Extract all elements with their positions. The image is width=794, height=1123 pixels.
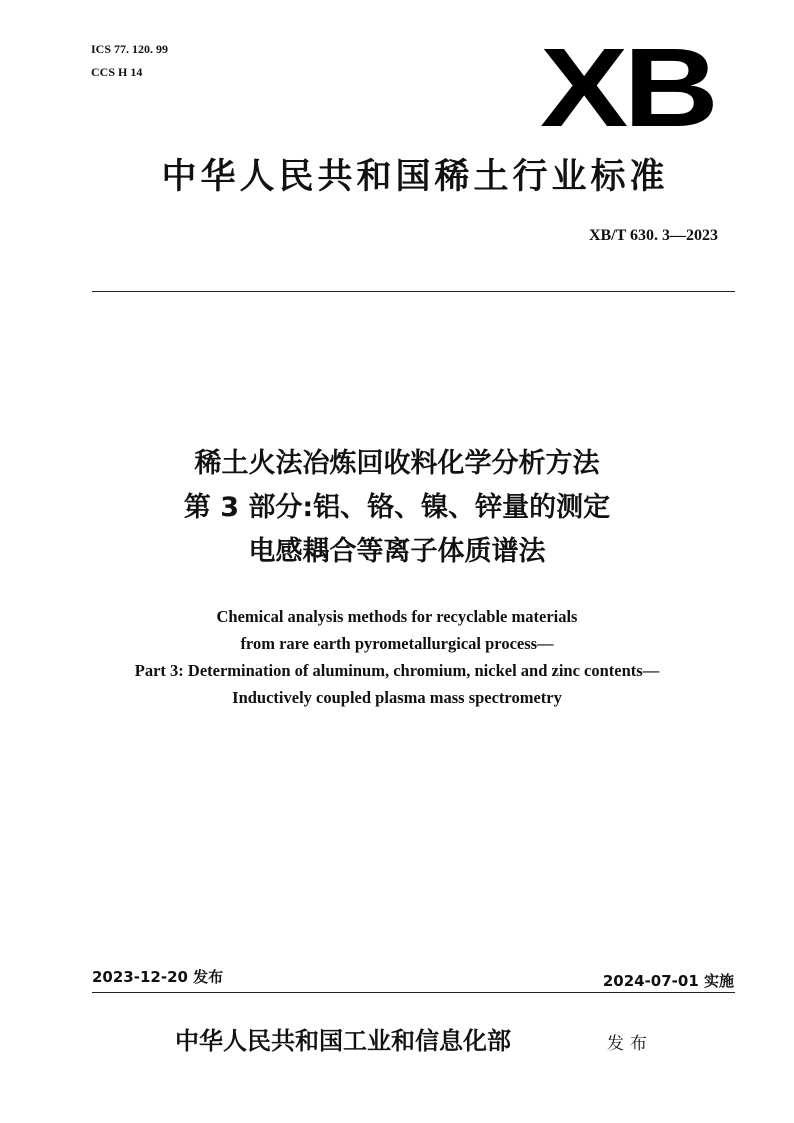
chinese-title-line-3: 电感耦合等离子体质谱法 bbox=[248, 536, 546, 567]
ics-code: ICS 77. 120. 99 bbox=[91, 42, 169, 56]
issue-label: 发布 bbox=[607, 1034, 653, 1054]
chinese-title-line-1: 稀土火法冶炼回收料化学分析方法 bbox=[194, 448, 600, 479]
issuing-authority: 中华人民共和国工业和信息化部 bbox=[175, 1026, 511, 1055]
chinese-title-line-2: 第 3 部分:铝、铬、镍、锌量的测定 bbox=[183, 492, 611, 523]
standard-number: XB/T 630. 3—2023 bbox=[588, 227, 718, 244]
english-title bbox=[60, 603, 734, 711]
english-title-line-4: Inductively coupled plasma mass spectrometry bbox=[232, 688, 562, 707]
english-title-line-1: Chemical analysis methods for recyclable materials bbox=[216, 607, 578, 626]
english-title-line-2: from rare earth pyrometallurgical process— bbox=[240, 634, 554, 653]
publication-date: 2023-12-20 发布 bbox=[92, 968, 224, 986]
bottom-divider bbox=[92, 992, 735, 993]
classification-codes bbox=[91, 38, 168, 84]
english-title-line-3: Part 3: Determination of aluminum, chromium, nickel and zinc contents— bbox=[134, 661, 660, 680]
xb-logo: XB bbox=[540, 25, 715, 150]
ccs-code: CCS H 14 bbox=[91, 65, 143, 79]
standard-category-title: 中华人民共和国稀土行业标准 bbox=[161, 157, 669, 197]
implementation-date: 2024-07-01 实施 bbox=[602, 972, 734, 990]
top-divider bbox=[92, 291, 735, 292]
chinese-title bbox=[60, 442, 734, 574]
